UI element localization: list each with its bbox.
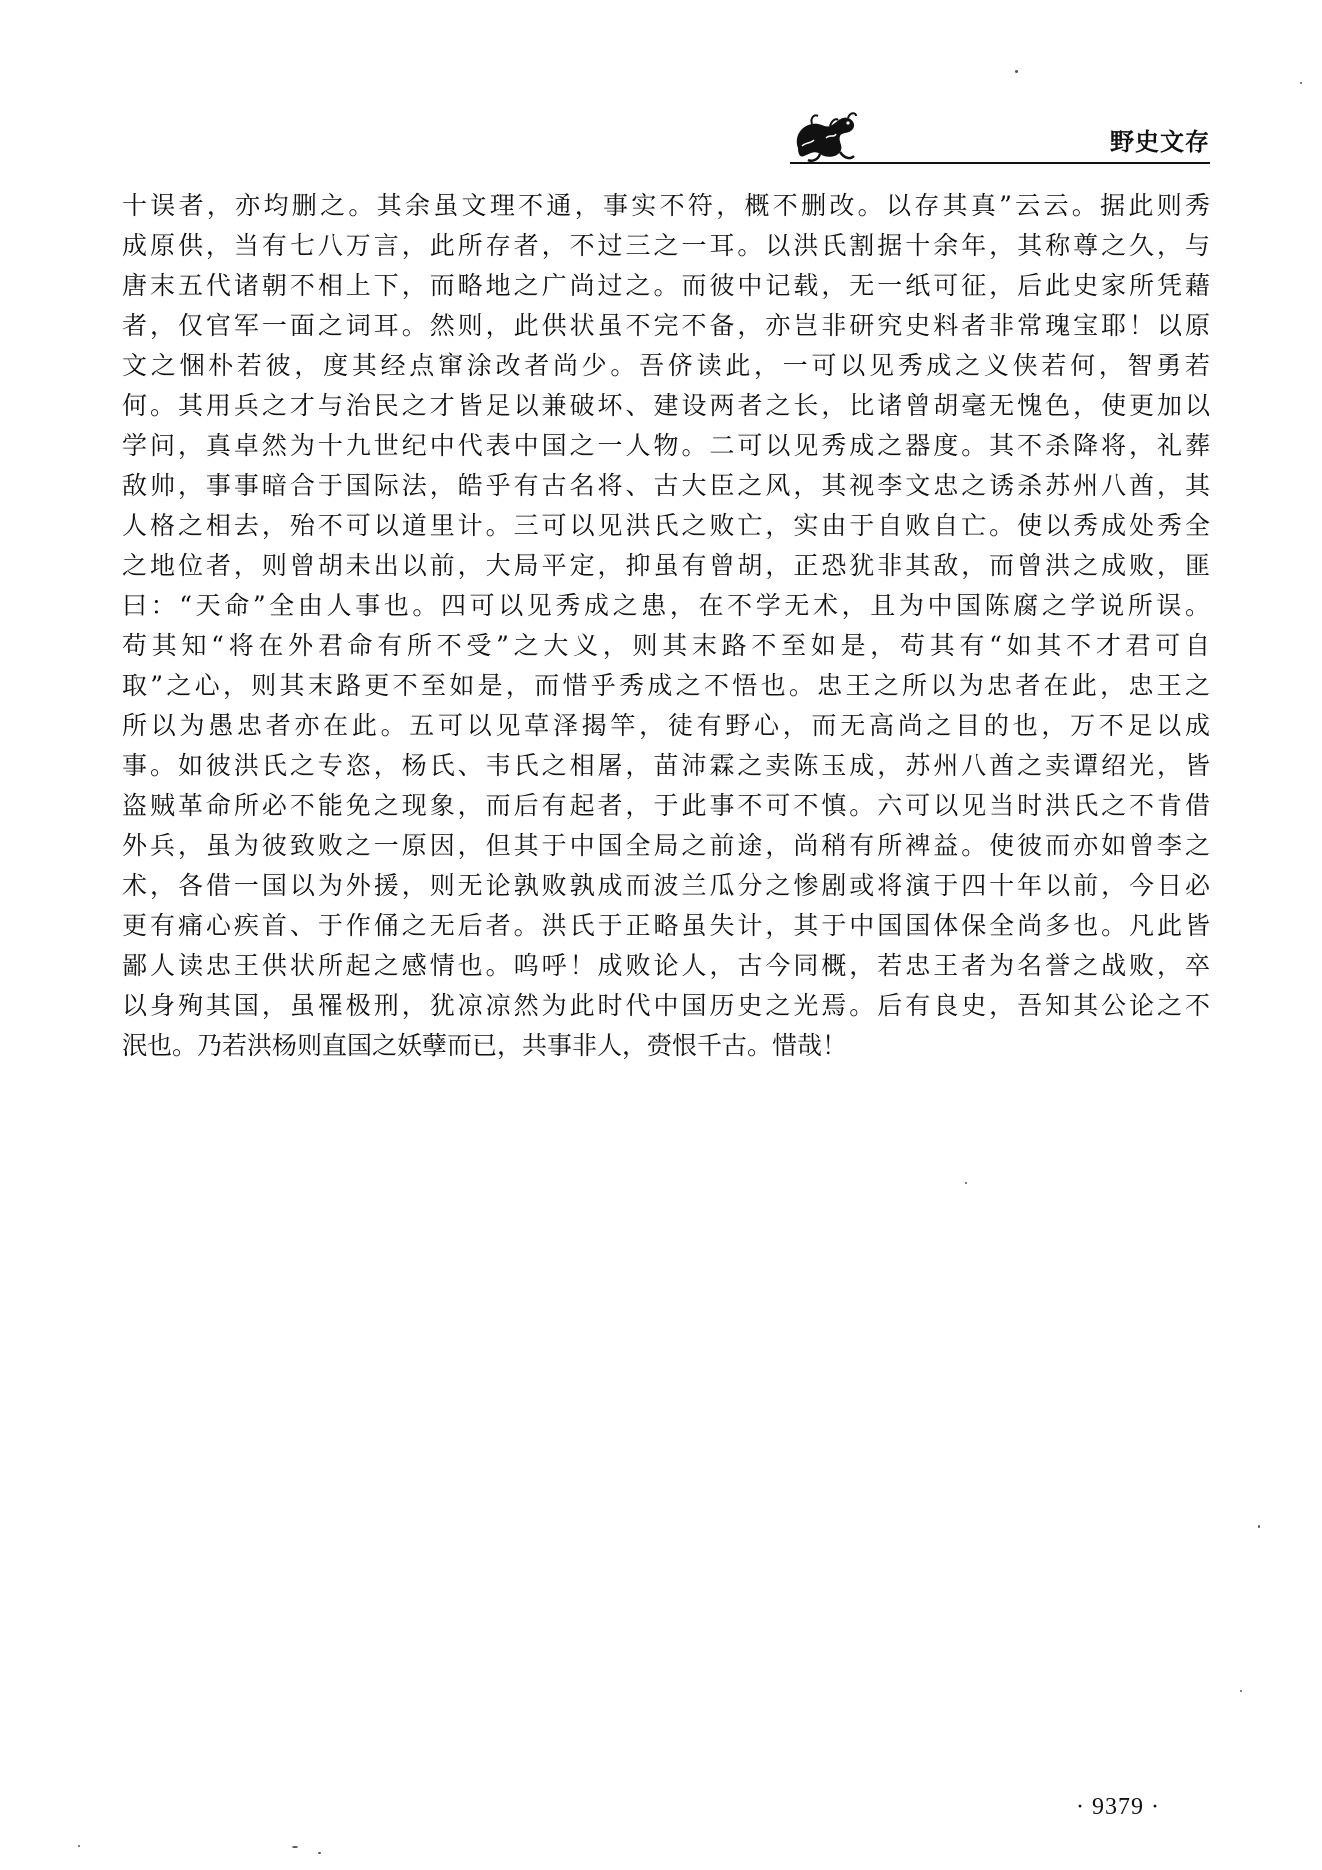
scan-speck (1240, 1690, 1242, 1692)
scan-speck (1300, 82, 1302, 84)
text-line: 何。其用兵之才与治民之才皆足以兼破坏、建设两者之长，比诸曾胡毫无愧色，使更加以 (122, 391, 1210, 420)
text-line: 所以为愚忠者亦在此。五可以见草泽揭竿，徒有野心，而无高尚之目的也，万不足以成 (122, 711, 1210, 740)
text-line: 之地位者，则曾胡未出以前，大局平定，抑虽有曾胡，正恐犹非其敌，而曾洪之成败，匪 (122, 551, 1210, 580)
body-text (122, 186, 1210, 1066)
text-line: 事。如彼洪氏之专恣，杨氏、韦氏之相屠，苗沛霖之卖陈玉成，苏州八酋之卖谭绍光，皆 (122, 751, 1210, 780)
text-line: 者，仅官军一面之词耳。然则，此供状虽不完不备，亦岂非研究史料者非常瑰宝耶！以原 (122, 311, 1210, 340)
text-line: 学问，真卓然为十九世纪中代表中国之一人物。二可以见秀成之器度。其不杀降将，礼葬 (122, 431, 1210, 460)
text-line: 唐末五代诸朝不相上下，而略地之广尚过之。而彼中记载，无一纸可征，后此史家所凭藉 (122, 271, 1210, 300)
text-line: 文之悃朴若彼，度其经点窜涂改者尚少。吾侪读此，一可以见秀成之义侠若何，智勇若 (122, 351, 1210, 380)
text-line: 鄙人读忠王供状所起之感情也。呜呼！成败论人，古今同概，若忠王者为名誉之战败，卒 (122, 951, 1210, 980)
text-line: 取”之心，则其末路更不至如是，而惜乎秀成之不悟也。忠王之所以为忠者在此，忠王之 (122, 671, 1210, 700)
scan-speck (1258, 1525, 1260, 1528)
scan-speck (318, 1852, 321, 1854)
text-line: 盗贼革命所必不能免之现象，而后有起者，于此事不可不慎。六可以见当时洪氏之不肯借 (122, 791, 1210, 820)
scan-speck (1015, 70, 1018, 73)
text-line: 外兵，虽为彼致败之一原因，但其于中国全局之前途，尚稍有所裨益。使彼而亦如曾李之 (122, 831, 1210, 860)
text-line: 苟其知“将在外君命有所不受”之大义，则其末路不至如是，苟其有“如其不才君可自 (122, 631, 1210, 660)
text-line: 泯也。乃若洪杨则直国之妖孽而已，共事非人，赍恨千古。惜哉！ (122, 1031, 848, 1060)
text-line: 人格之相去，殆不可以道里计。三可以见洪氏之败亡，实由于自败自亡。使以秀成处秀全 (122, 511, 1210, 540)
text-line: 敌帅，事事暗合于国际法，皓乎有古名将、古大臣之风，其视李文忠之诱杀苏州八酋，其 (122, 471, 1210, 500)
dragon-icon (790, 108, 860, 166)
running-header (790, 100, 1210, 166)
running-title: 野史文存 (1110, 128, 1210, 156)
text-line: 以身殉其国，虽罹极刑，犹凉凉然为此时代中国历史之光焉。后有良史，吾知其公论之不 (122, 991, 1210, 1020)
text-line: 更有痛心疾首、于作俑之无后者。洪氏于正略虽失计，其于中国国体保全尚多也。凡此皆 (122, 911, 1210, 940)
text-line: 十误者，亦均删之。其余虽文理不通，事实不符，概不删改。以存其真”云云。据此则秀 (122, 191, 1210, 220)
text-line: 成原供，当有七八万言，此所存者，不过三之一耳。以洪氏割据十余年，其称尊之久，与 (122, 231, 1210, 260)
page-number: · 9379 · (1076, 1794, 1160, 1820)
scan-speck (292, 1846, 298, 1848)
text-line: 术，各借一国以为外援，则无论孰败孰成而波兰瓜分之惨剧或将演于四十年以前，今日必 (122, 871, 1210, 900)
header-rule (790, 162, 1210, 164)
scan-speck (965, 1182, 967, 1184)
text-line: 曰：“天命”全由人事也。四可以见秀成之患，在不学无术，且为中国陈腐之学说所误。 (122, 591, 1210, 620)
scan-speck (78, 1845, 80, 1847)
